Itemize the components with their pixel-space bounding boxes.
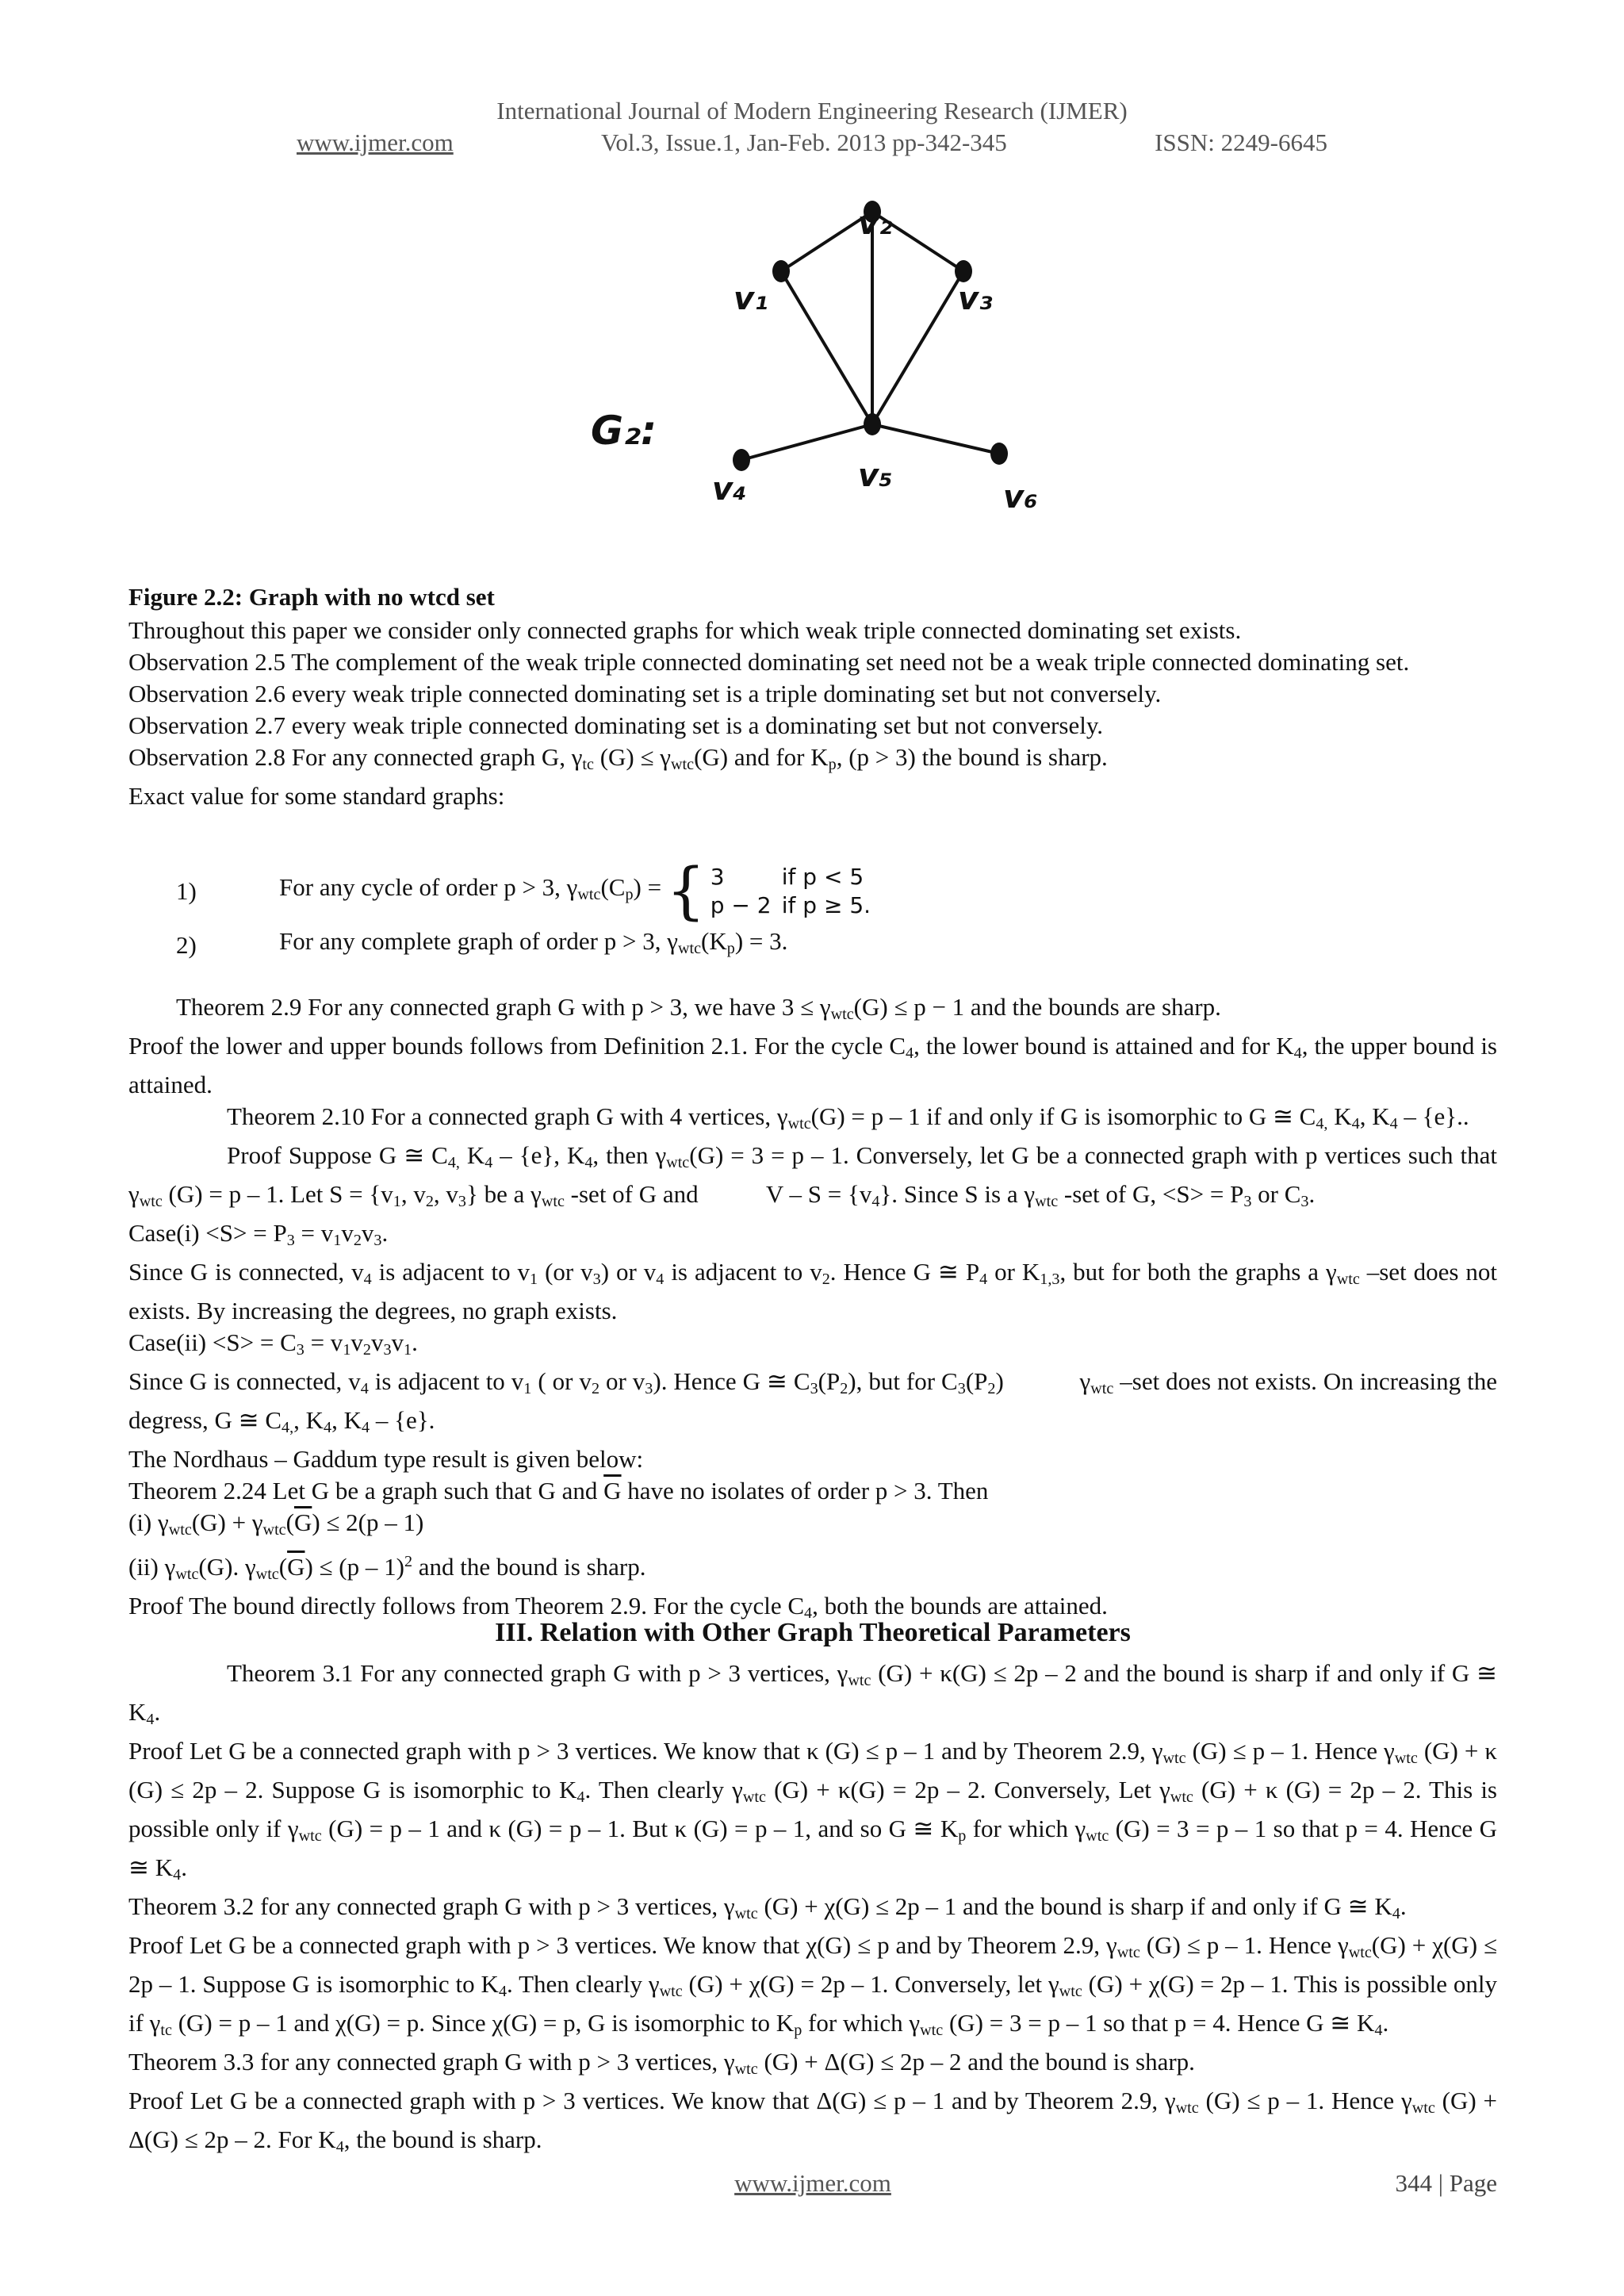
case-2-text: Since G is connected, $v_4$ is adjacent to $v_1$ ( or $v_2$ or $v_3$). Hence G ≅ $C_3(P_2)$, but for $C_3(P_2)$ $\gamma_{wtc}$ –set does not exists. On increasing the degress, G ≅ $C_{4,}$, $K_4$, $K_4 - \{e\}$. bbox=[128, 1367, 1498, 1437]
list-item bbox=[128, 926, 1497, 964]
edge-v3-v5 bbox=[872, 271, 963, 424]
edge-v1-v5 bbox=[781, 271, 872, 424]
vertex-v6 bbox=[990, 443, 1008, 465]
intro-paragraph: Throughout this paper we consider only connected graphs for which weak triple connected dominating set exists. bbox=[128, 616, 1242, 644]
case-1-text: Since G is connected, $v_4$ is adjacent to $v_1$ (or $v_3$) or $v_4$ is adjacent to $v_2$. Hence G ≅ $P_4$ or $K_{1,3}$, but for both the graphs a $\gamma_{wtc}$ –set does not exists. By increasing the degrees, no graph exists. bbox=[128, 1258, 1497, 1325]
case-condition: if p ≥ 5. bbox=[781, 892, 871, 918]
issn: ISSN: 2249-6645 bbox=[1155, 128, 1327, 156]
brace: { bbox=[666, 856, 706, 927]
body-text-1 bbox=[128, 615, 1497, 812]
complete-graph-formula: For any complete graph of order p > 3, $\gamma_{wtc}(K_p) = 3$. bbox=[279, 927, 788, 958]
cases-formula bbox=[661, 856, 871, 927]
proof-2-24: Proof The bound directly follows from Theorem 2.9. For the cycle $C_4$, both the bounds are attained. bbox=[128, 1592, 1108, 1623]
proof-2-9: Proof the lower and upper bounds follows from Definition 2.1. For the cycle $C_4$, the lower bound is attained and for $K_4$, the upper bound is attained. bbox=[128, 1032, 1497, 1099]
theorem-2-24: Theorem 2.24 Let G be a graph such that G and $\overline{G}$ have no isolates of order p > 3. Then bbox=[128, 1477, 989, 1505]
journal-website-link[interactable]: www.ijmer.com bbox=[297, 128, 454, 156]
proof-3-2: Proof Let G be a connected graph with p > 3 vertices. We know that χ(G) ≤ p and by Theorem 2.9, $\gamma_{wtc}$ (G) ≤ p – 1. Hence $\gamma_{wtc}(G) + \chi(G) \le 2p - 1$. Suppose G is isomorphic to $K_4$. Then clearly $\gamma_{wtc}$ (G) + χ(G) = 2p – 1. Conversely, let $\gamma_{wtc}$ (G) + χ(G) = 2p – 1. This is possible only if $\gamma_{tc}$ (G) = p – 1 and χ(G) = p. Since χ(G) = p, G is isomorphic to $K_p$ for which $\gamma_{wtc}$ (G) = 3 = p – 1 so that p = 4. Hence G ≅ $K_4$. bbox=[128, 1931, 1497, 2040]
edge-v4-v5 bbox=[741, 424, 872, 460]
observation-2-6: Observation 2.6 every weak triple connected dominating set is a triple dominating set but not conversely. bbox=[128, 680, 1162, 707]
volume-info: Vol.3, Issue.1, Jan-Feb. 2013 pp-342-345 bbox=[601, 128, 1007, 156]
vertex-label-v1: v₁ bbox=[733, 281, 768, 317]
vertex-label-v3: v₃ bbox=[958, 281, 993, 317]
vertex-label-v6: v₆ bbox=[1003, 479, 1038, 516]
body-text-3 bbox=[128, 1658, 1497, 2163]
body-text-2 bbox=[128, 991, 1497, 1629]
vertex-label-v4: v₄ bbox=[712, 471, 747, 508]
observation-2-5: Observation 2.5 The complement of the weak triple connected dominating set need not be a weak triple connected dominating set. bbox=[128, 648, 1410, 676]
vertex-label-v2: v₂ bbox=[858, 205, 893, 242]
list-number: 2) bbox=[176, 930, 197, 959]
page-header bbox=[0, 95, 1624, 159]
journal-title: International Journal of Modern Engineering Research (IJMER) bbox=[496, 97, 1128, 125]
theorem-2-9: Theorem 2.9 For any connected graph G with p > 3, we have $3 \le \gamma_{wtc}(G) \le p - 1$ and the bounds are sharp. bbox=[176, 993, 1221, 1024]
observation-2-8: Observation 2.8 For any connected graph G, $\gamma_{tc}$ $(G) \le \gamma_{wtc}(G)$ and for $K_p$, (p > 3) the bound is sharp. bbox=[128, 743, 1108, 774]
nordhaus-intro: The Nordhaus – Gaddum type result is given below: bbox=[128, 1445, 644, 1474]
list-number: 1) bbox=[176, 877, 197, 905]
vertex-v5 bbox=[864, 413, 881, 435]
proof-3-1: Proof Let G be a connected graph with p > 3 vertices. We know that κ (G) ≤ p – 1 and by Theorem 2.9, $\gamma_{wtc}$ (G) ≤ p – 1. Hence $\gamma_{wtc}$ (G) + κ (G) ≤ 2p – 2. Suppose G is isomorphic to $K_4$. Then clearly $\gamma_{wtc}$ (G) + κ(G) = 2p – 2. Conversely, Let $\gamma_{wtc}$ (G) + κ (G) = 2p – 2. This is possible only if $\gamma_{wtc}$ (G) = p – 1 and κ (G) = p – 1. But κ (G) = p – 1, and so G ≅ $K_p$ for which $\gamma_{wtc}$ (G) = 3 = p – 1 so that p = 4. Hence G ≅ $K_4$. bbox=[128, 1737, 1497, 1884]
figure-caption: Figure 2.2: Graph with no wtcd set bbox=[128, 583, 495, 611]
proof-3-3: Proof Let G be a connected graph with p > 3 vertices. We know that Δ(G) ≤ p – 1 and by Theorem 2.9, $\gamma_{wtc}$ (G) ≤ p – 1. Hence $\gamma_{wtc}$ (G) + Δ(G) ≤ 2p – 2. For $K_4$, the bound is sharp. bbox=[128, 2087, 1497, 2156]
section-3-title: III. Relation with Other Graph Theoretical Parameters bbox=[495, 1618, 1131, 1647]
case-value: p − 2 bbox=[710, 892, 772, 918]
exact-values-heading: Exact value for some standard graphs: bbox=[128, 782, 505, 811]
case-value: 3 bbox=[710, 864, 725, 890]
vertex-label-v5: v₅ bbox=[858, 458, 893, 494]
theorem-3-1: Theorem 3.1 For any connected graph G with p > 3 vertices, $\gamma_{wtc}$ (G) + κ(G) ≤ 2p – 2 and the bound is sharp if and only if G ≅ $K_4$. bbox=[128, 1659, 1497, 1729]
theorem-2-10: Theorem 2.10 For a connected graph G with 4 vertices, $\gamma_{wtc}(G) = p - 1$ if and only if G is isomorphic to G ≅ $C_{4,}$ $K_4$, $K_4 - \{e\}$.. bbox=[227, 1102, 1469, 1133]
graph-figure bbox=[555, 194, 1071, 527]
list-item bbox=[128, 856, 1497, 927]
theorem-3-2: Theorem 3.2 for any connected graph G with p > 3 vertices, $\gamma_{wtc}$ (G) + χ(G) ≤ 2p – 1 and the bound is sharp if and only if G ≅ $K_4$. bbox=[128, 1892, 1407, 1923]
observation-2-7: Observation 2.7 every weak triple connected dominating set is a dominating set but not conversely. bbox=[128, 711, 1104, 739]
theorem-3-3: Theorem 3.3 for any connected graph G with p > 3 vertices, $\gamma_{wtc}$ (G) + Δ(G) ≤ 2p – 2 and the bound is sharp. bbox=[128, 2048, 1195, 2079]
edge-v5-v6 bbox=[872, 424, 999, 454]
proof-2-10: Proof Suppose G ≅ $C_{4,}$ $K_4 - \{e\}$, $K_4$, then $\gamma_{wtc}(G) = 3 = p - 1$. Conversely, let G be a connected graph with p vertices such that $\gamma_{wtc}$ (G) = p – 1. Let $S = \{v_1$, $v_2$, $v_3$} be a $\gamma_{wtc}$ -set of G and $V - S = \{v_4\}$. Since S is a $\gamma_{wtc}$ -set of G, $<S> = P_3$ or $C_3$. bbox=[128, 1141, 1497, 1211]
standard-graphs-list bbox=[128, 856, 1497, 964]
theorem-2-24-i: (i) $\gamma_{wtc}(G) + \gamma_{wtc}(\overline{G}) \le 2(p - 1)$ bbox=[128, 1508, 424, 1539]
vertex-v4 bbox=[733, 449, 750, 471]
case-1-heading: Case(i) $<S> = P_3 = v_1v_2v_3$. bbox=[128, 1219, 389, 1250]
case-2-heading: Case(ii) $<S> = C_3 = v_1v_2v_3v_1$. bbox=[128, 1328, 418, 1359]
cycle-formula: For any cycle of order p > 3, $\gamma_{wtc}(C_p)$ = bbox=[279, 873, 662, 904]
theorem-2-24-ii: (ii) $\gamma_{wtc}(G)$. $\gamma_{wtc}(\overline{G}) \le (p - 1)^2$ and the bound is sharp. bbox=[128, 1553, 646, 1584]
graph-name-label: G₂: bbox=[591, 408, 657, 454]
page-number: 344 | Page bbox=[1395, 2169, 1497, 2197]
footer-website-link[interactable]: www.ijmer.com bbox=[734, 2169, 891, 2197]
case-condition: if p < 5 bbox=[781, 864, 864, 890]
vertex-v1 bbox=[772, 260, 790, 282]
vertex-v3 bbox=[955, 260, 972, 282]
